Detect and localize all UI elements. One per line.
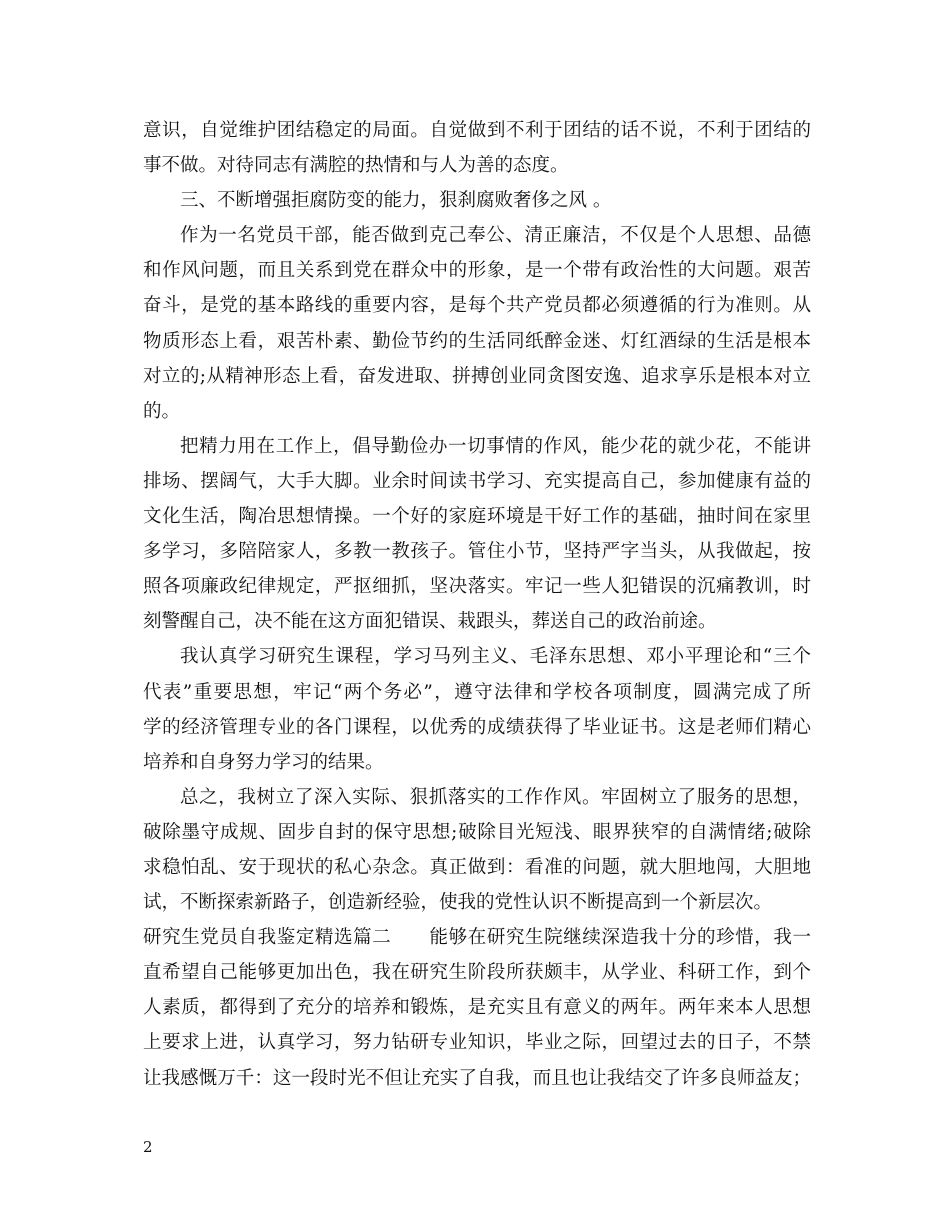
text-line: 学的经济管理专业的各门课程，以优秀的成绩获得了毕业证书。这是老师们精心	[143, 716, 811, 738]
text-line: 破除墨守成规、固步自封的保守思想;破除目光短浅、眼界狭窄的自满情绪;破除	[143, 821, 811, 843]
text-line: 直希望自己能够更加出色，我在研究生阶段所获颇丰，从学业、科研工作，到个	[143, 962, 811, 984]
text-line: 研究生党员自我鉴定精选篇二 能够在研究生院继续深造我十分的珍惜，我一	[143, 927, 811, 949]
text-line: 文化生活，陶冶思想情操。一个好的家庭环境是干好工作的基础，抽时间在家里	[143, 506, 811, 528]
text-line: 物质形态上看，艰苦朴素、勤俭节约的生活同纸醉金迷、灯红酒绿的生活是根本	[143, 330, 811, 352]
text-line: 排场、摆阔气，大手大脚。业余时间读书学习、充实提高自己，参加健康有益的	[143, 470, 811, 492]
document-body	[143, 113, 811, 1096]
text-line: 多学习，多陪陪家人，多教一教孩子。管住小节，坚持严字当头，从我做起，按	[143, 541, 811, 563]
text-line: 让我感慨万千：这一段时光不但让充实了自我，而且也让我结交了许多良师益友；	[143, 1067, 811, 1089]
text-line: 我认真学习研究生课程，学习马列主义、毛泽东思想、邓小平理论和“三个	[180, 646, 811, 668]
text-line: 上要求上进，认真学习，努力钻研专业知识，毕业之际，回望过去的日子，不禁	[143, 1032, 811, 1054]
text-line: 代表”重要思想，牢记“两个务必”，遵守法律和学校各项制度，圆满完成了所	[143, 681, 811, 703]
text-line: 对立的;从精神形态上看，奋发进取、拼搏创业同贪图安逸、追求享乐是根本对立	[143, 365, 811, 387]
text-line: 意识，自觉维护团结稳定的局面。自觉做到不利于团结的话不说，不利于团结的	[143, 120, 811, 141]
text-line: 和作风问题，而且关系到党在群众中的形象，是一个带有政治性的大问题。艰苦	[143, 260, 811, 282]
text-line: 求稳怕乱、安于现状的私心杂念。真正做到：看准的问题，就大胆地闯，大胆地	[143, 856, 811, 878]
text-line: 把精力用在工作上，倡导勤俭办一切事情的作风，能少花的就少花，不能讲	[180, 435, 811, 457]
text-line: 照各项廉政纪律规定，严抠细抓，坚决落实。牢记一些人犯错误的沉痛教训，时	[143, 576, 811, 598]
text-line: 作为一名党员干部，能否做到克己奉公、清正廉洁，不仅是个人思想、品德	[180, 225, 811, 247]
text-line: 试，不断探索新路子，创造新经验，使我的党性认识不断提高到一个新层次。	[143, 892, 773, 914]
text-line: 事不做。对待同志有满腔的热情和与人为善的态度。	[143, 155, 569, 177]
text-line: 刻警醒自己，决不能在这方面犯错误、栽跟头，葬送自己的政治前途。	[143, 611, 717, 633]
text-line: 的。	[143, 400, 181, 422]
page-number: 2	[143, 1138, 153, 1156]
text-line: 人素质，都得到了充分的培养和锻炼，是充实且有意义的两年。两年来本人思想	[143, 997, 811, 1019]
text-line: 奋斗，是党的基本路线的重要内容，是每个共产党员都必须遵循的行为准则。从	[143, 295, 811, 317]
text-line: 三、不断增强拒腐防变的能力，狠刹腐败奢侈之风 。	[180, 190, 612, 212]
text-line: 培养和自身努力学习的结果。	[143, 751, 384, 773]
text-line: 总之，我树立了深入实际、狠抓落实的工作作风。牢固树立了服务的思想，	[180, 786, 811, 808]
